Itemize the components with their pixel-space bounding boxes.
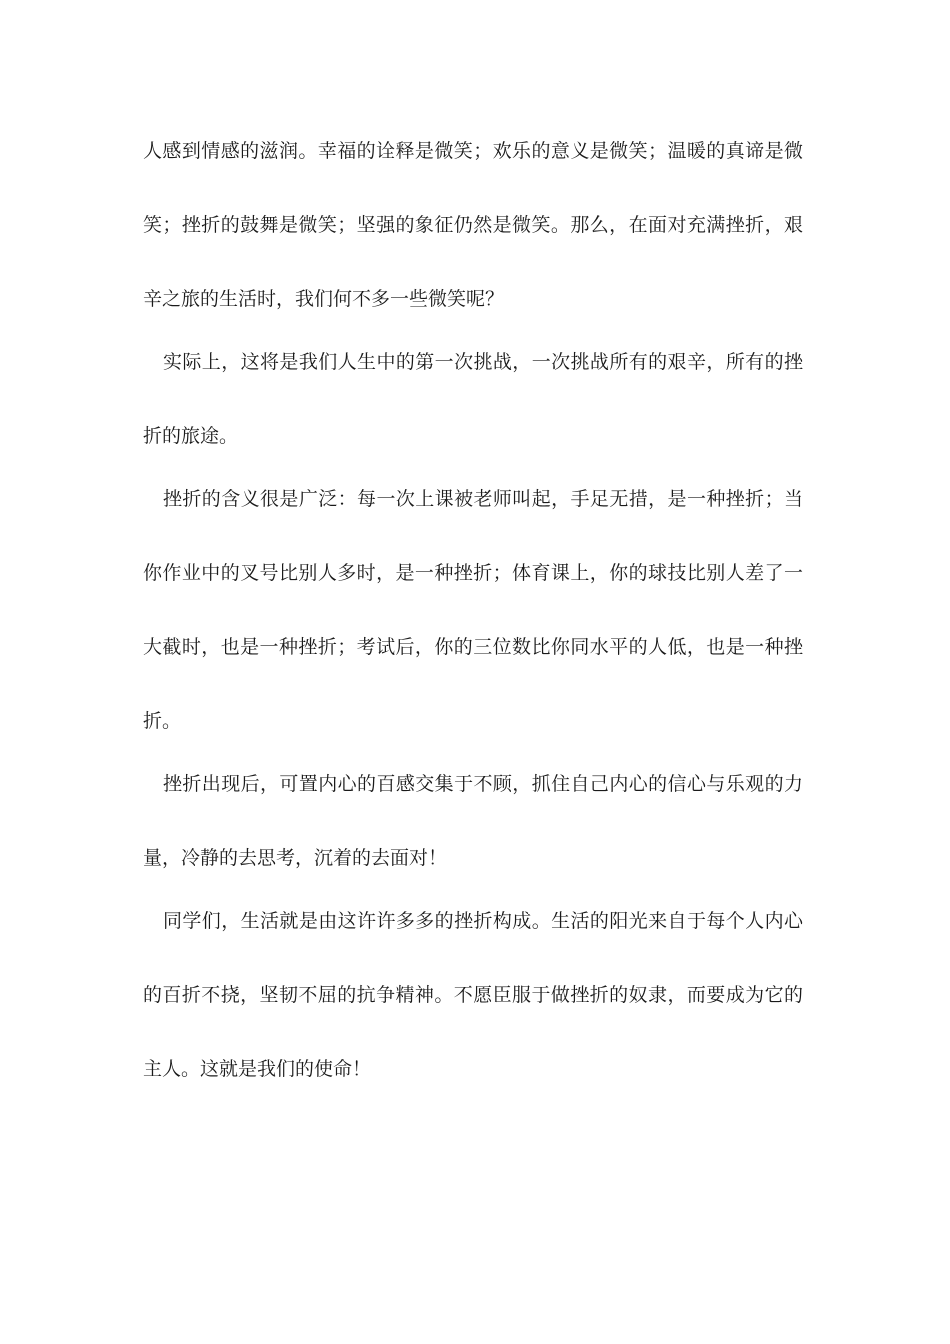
text-line: 人感到情感的滋润。幸福的诠释是微笑；欢乐的意义是微笑；温暖的真谛是微 [143,140,803,162]
text-line: 量，冷静的去思考，沉着的去面对！ [143,847,448,869]
text-line: 同学们，生活就是由这许许多多的挫折构成。生活的阳光来自于每个人内心 [163,910,803,932]
text-line: 挫折的含义很是广泛：每一次上课被老师叫起，手足无措，是一种挫折；当 [163,488,803,510]
text-line: 笑；挫折的鼓舞是微笑；坚强的象征仍然是微笑。那么，在面对充满挫折，艰 [143,214,803,236]
text-line: 主人。这就是我们的使命！ [143,1058,372,1080]
text-line: 折。 [143,710,182,732]
text-line: 折的旅途。 [143,425,239,447]
text-line: 你作业中的叉号比别人多时，是一种挫折；体育课上，你的球技比别人差了一 [143,562,803,584]
text-line: 实际上，这将是我们人生中的第一次挑战，一次挑战所有的艰辛，所有的挫 [163,351,803,373]
text-line: 大截时，也是一种挫折；考试后，你的三位数比你同水平的人低，也是一种挫 [143,636,803,658]
text-line: 的百折不挠，坚韧不屈的抗争精神。不愿臣服于做挫折的奴隶，而要成为它的 [143,984,803,1006]
text-line: 挫折出现后，可置内心的百感交集于不顾，抓住自己内心的信心与乐观的力 [163,773,803,795]
text-line: 辛之旅的生活时，我们何不多一些微笑呢？ [143,288,505,310]
